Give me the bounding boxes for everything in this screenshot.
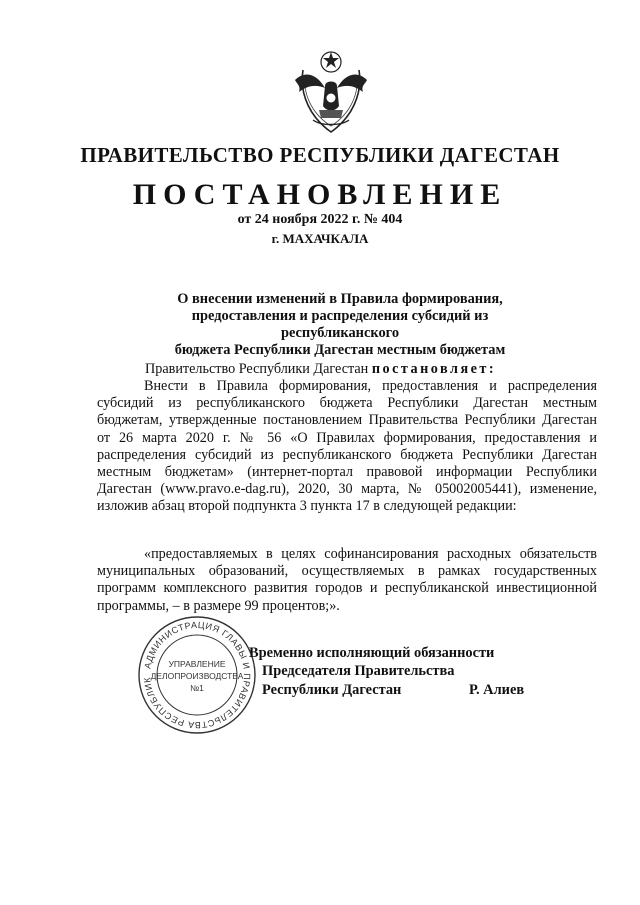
subject-line: предоставления и распределения субсидий из республиканского [191,308,489,341]
government-title: ПРАВИТЕЛЬСТВО РЕСПУБЛИКИ ДАГЕСТАН [80,143,560,167]
signatory-name: Р. Алиев [469,682,525,698]
coat-of-arms-emblem [285,40,377,140]
signature-title-line: Республики Дагестан [262,682,402,698]
decree-word: постановляет: [371,361,497,377]
document-subject [150,291,530,359]
stamp-center-line: ДЕЛОПРОИЗВОДСТВА [150,671,244,681]
document-type: ПОСТАНОВЛЕНИЕ [132,178,508,211]
subject-line: О внесении изменений в Правила формирования, [177,291,503,307]
subject-line: бюджета Республики Дагестан местным бюджетам [174,342,506,358]
stamp-ring-text: АДМИНИСТРАЦИЯ ГЛАВЫ И ПРАВИТЕЛЬСТВА РЕСПУБЛИК [141,619,253,731]
stamp-center-line: УПРАВЛЕНИЕ [168,659,226,669]
stamp-seal [135,613,259,737]
stamp-center-line: №1 [190,683,204,693]
body-paragraph: Внести в Правила формирования, предоставления и распределения субсидий из республиканского бюджета Республики Дагестан местным бюджетам, утвержденные постановлением Правительства Республики Дагестан от 26 марта 2020 г. № 56 «О Правилах формирования, предоставления и распределения субсидий из республиканского бюджета Республики Дагестан местным бюджетам» (интернет-портал правовой информации Республики Дагестан (www.pravo.e-dag.ru), 2020, 30 марта, № 05002005441), изменение, изложив абзац второй подпункта 3 пункта 17 в следующей редакции: [97,378,597,515]
document-city: г. МАХАЧКАЛА [271,231,369,246]
document-date-number: от 24 ноября 2022 г. № 404 [237,212,403,227]
eagle-icon [285,40,377,140]
official-stamp [135,613,259,737]
preamble-text: Правительство Республики Дагестан [145,361,372,377]
preamble [145,361,496,378]
quoted-amendment: «предоставляемых в целях софинансирования расходных обязательств муниципальных образований, осуществляемых в рамках государственных программ комплексного развития городов и республиканской инвестиционной программы, – в размере 99 процентов;». [97,546,597,614]
signature-title-line: Председателя Правительства [262,663,455,679]
signature-title-line: Временно исполняющий обязанности [249,645,495,661]
